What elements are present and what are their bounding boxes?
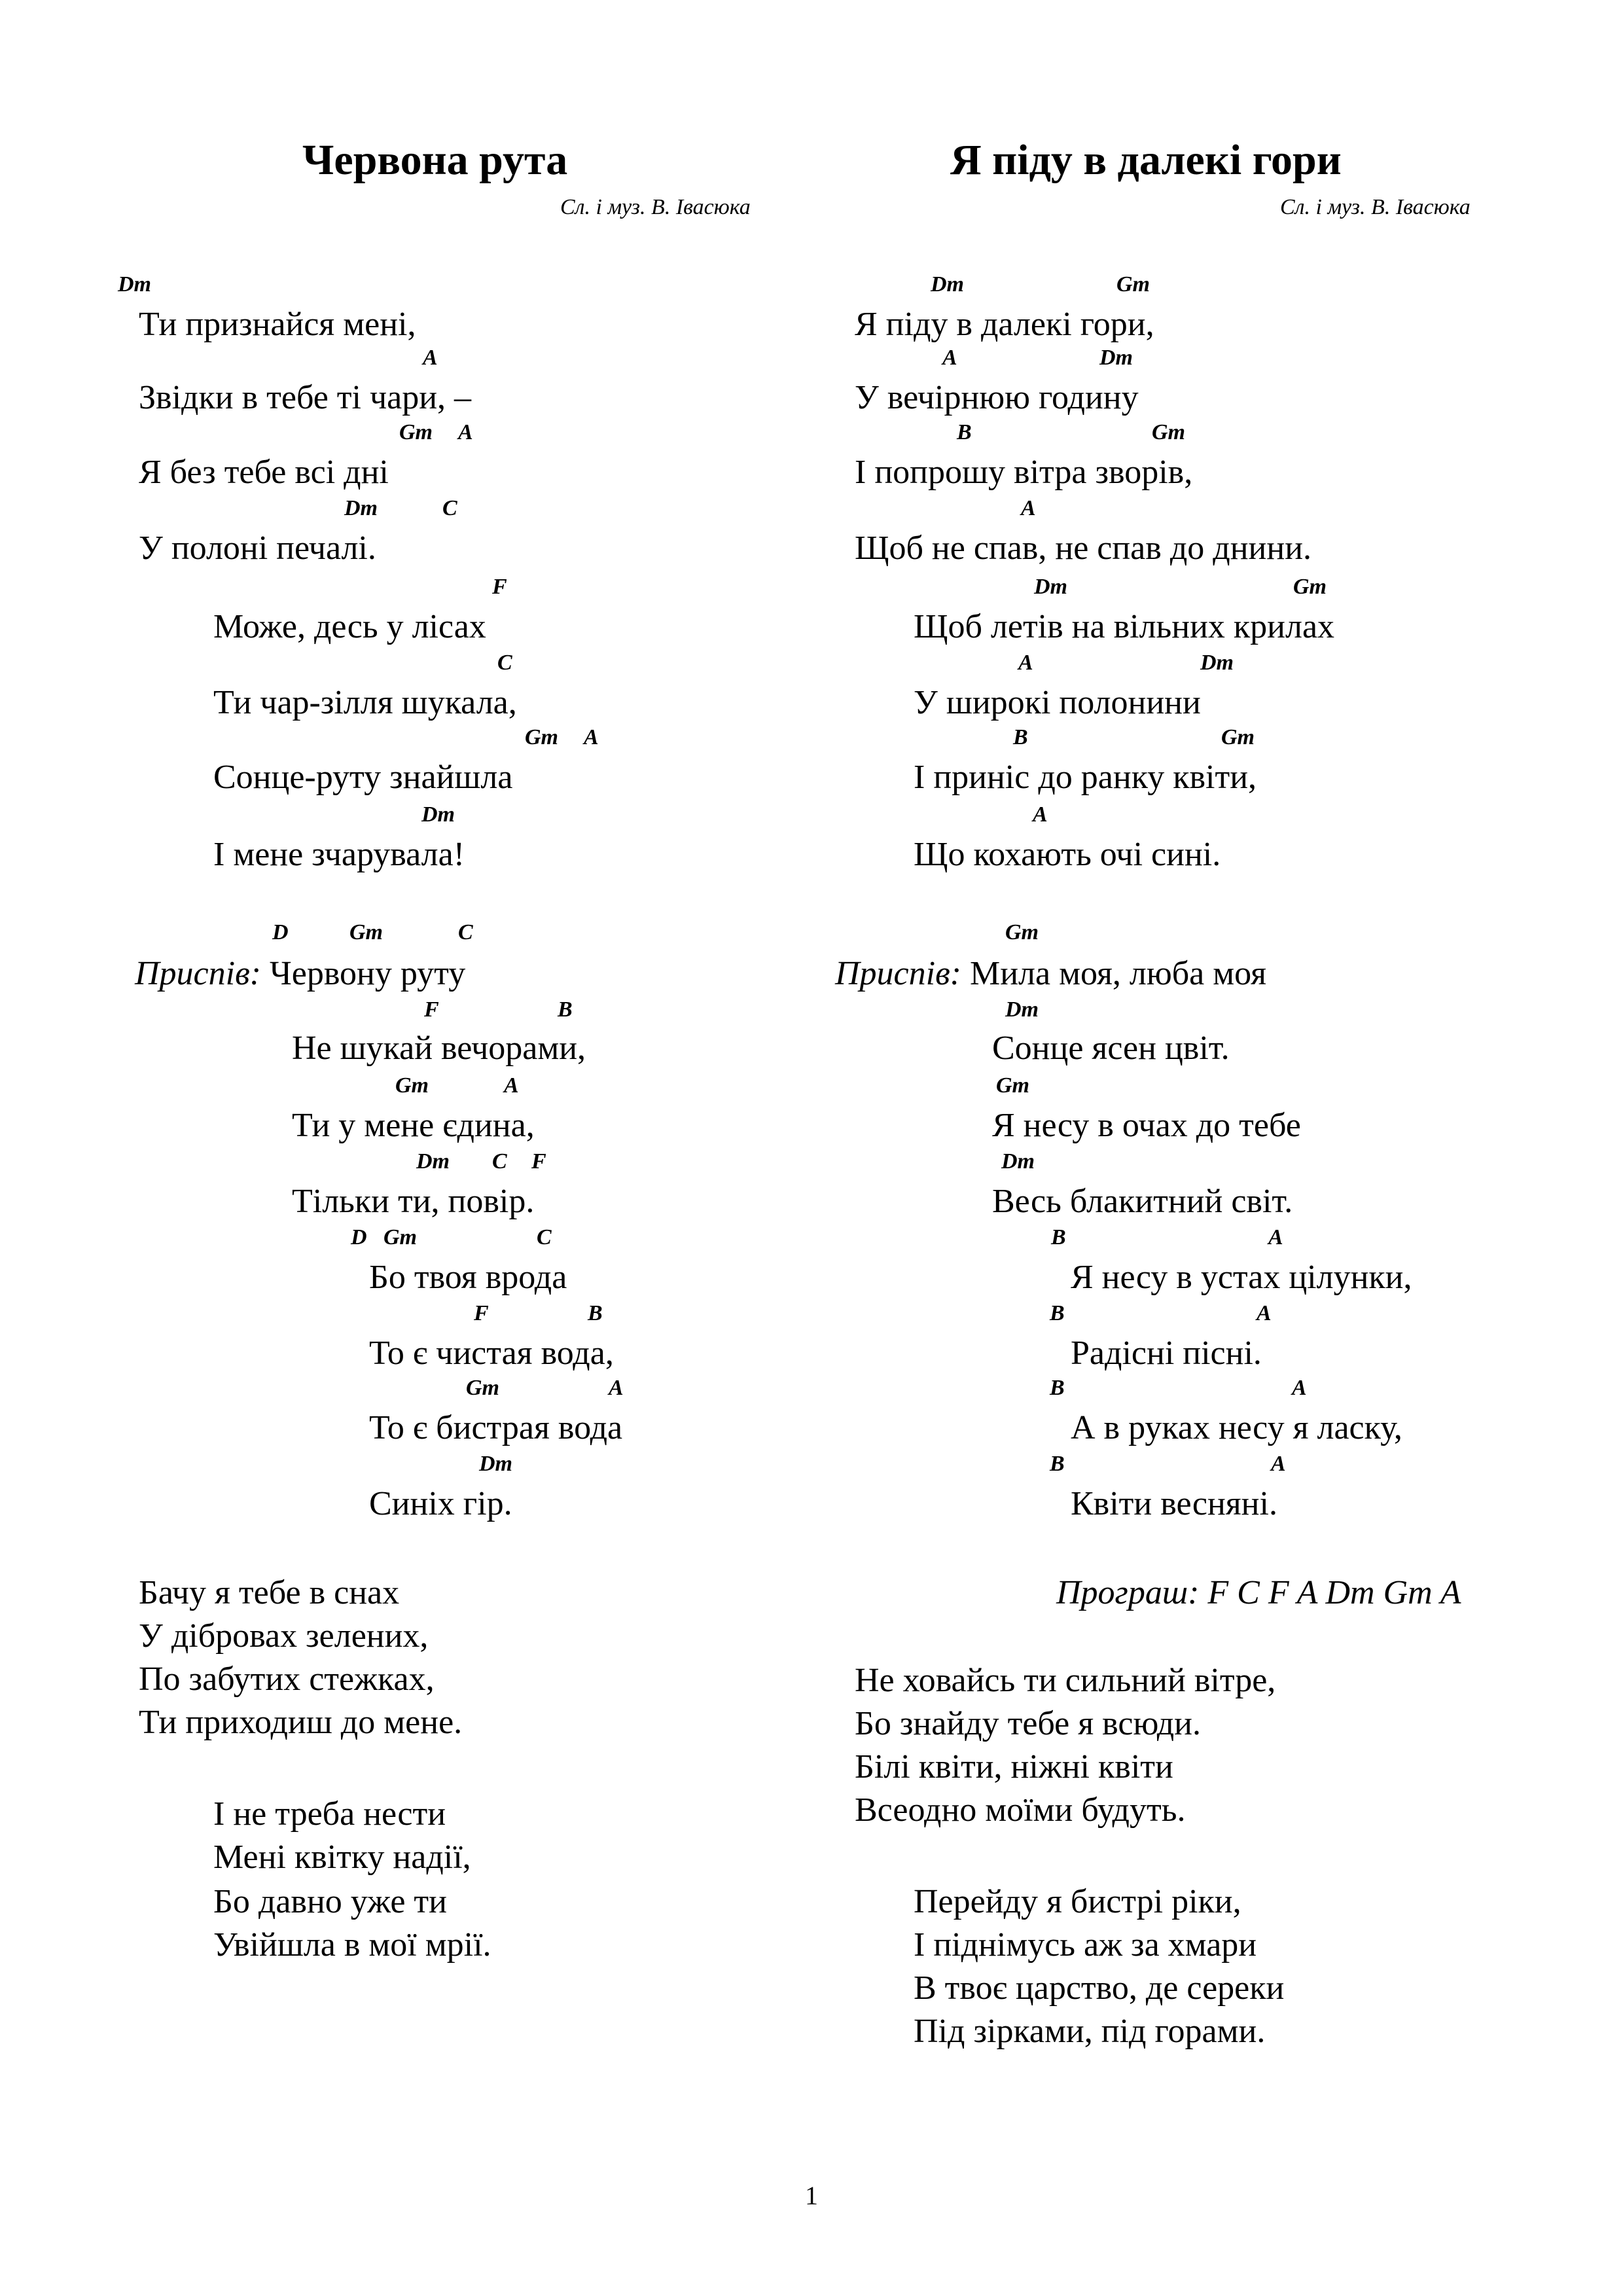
lyric-text: Бо знайду тебе я всюди. [855,1705,1201,1742]
lyric-text: Ти чар-зілля шукала, [213,684,517,721]
lyric-text: Не ховайсь ти сильний вітре, [855,1662,1276,1699]
lyric-text: І приніс до ранку квіти, [914,759,1257,796]
lyric-text: Ти у мене єдина, [292,1107,535,1144]
chord-b: B [1050,1452,1065,1476]
lyric-line [292,1185,534,1219]
chord-dm: Dm [416,1149,450,1174]
lyric-line [914,1971,1284,2005]
chord-dm: Dm [118,272,151,296]
chord-gm: Gm [399,420,433,444]
lyric-text: Під зірками, під горами. [914,2013,1266,2050]
chord-f: F [531,1149,546,1174]
lyric-text: Щоб не спав, не спав до днини. [855,529,1312,567]
chord-gm: Gm [1005,920,1039,944]
lyric-line [139,1662,435,1696]
lyric-line [1071,1336,1262,1371]
lyric-line [855,381,1139,415]
chord-gm: Gm [383,1225,417,1249]
chord-a: A [1033,802,1048,827]
lyric-line [213,1797,446,1831]
lyric-line [369,1487,512,1521]
lyric-line [855,1793,1185,1827]
lyric-text: У дібровах зелених, [139,1617,429,1655]
chord-dm: Dm [421,802,455,827]
chord-a: A [1018,651,1033,675]
chord-d: D [351,1225,367,1249]
chord-gm: Gm [395,1073,429,1098]
chord-f: F [424,997,439,1022]
chord-gm: Gm [1221,725,1255,749]
chord-a: A [609,1376,624,1400]
chord-d: D [272,920,289,944]
chord-dm: Dm [1200,651,1234,675]
chord-a: A [1268,1225,1283,1249]
lyric-line [369,1336,614,1371]
lyric-text: І мене зчарувала! [213,836,465,873]
chord-dm: Dm [1034,575,1067,599]
lyric-line [292,1031,586,1066]
chord-dm: Dm [1005,997,1039,1022]
lyric-text: Мила моя, люба моя [969,955,1267,992]
chord-c: C [497,651,512,675]
lyric-line [914,686,1201,720]
lyric-text: У вечірнюю годину [855,379,1139,416]
lyric-line [992,1185,1293,1219]
chord-b: B [558,997,573,1022]
lyric-line [213,610,486,644]
lyric-text: Не шукай вечорами, [292,1030,586,1067]
lyric-text: Сонце-руту знайшла [213,759,513,796]
chorus-first-line [135,957,465,991]
lyric-line [213,1928,491,1962]
lyric-line [1071,1411,1402,1445]
lyric-line [855,531,1311,565]
lyric-line [369,1411,622,1445]
lyric-line [1071,1261,1412,1295]
lyric-line [914,761,1257,795]
lyric-line [992,1031,1230,1066]
chord-a: A [1021,496,1036,520]
lyric-text: По забутих стежках, [139,1660,435,1698]
lyric-text: Квіти весняні. [1071,1485,1277,1522]
lyric-line [914,2015,1265,2049]
lyric-text: Що кохають очі сині. [914,836,1221,873]
lyric-text: То є бистрая вода [369,1409,623,1446]
lyric-text: У широкі полонини [914,684,1201,721]
lyric-line [213,761,512,795]
chord-a: A [504,1073,519,1098]
lyric-line [914,610,1334,644]
lyric-text: Тільки ти, повір. [292,1183,535,1220]
lyric-text: Я піду в далекі гори, [855,306,1154,343]
lyric-text: В твоє царство, де сереки [914,1969,1285,2007]
chord-a: A [1271,1452,1286,1476]
lyric-line [139,531,376,565]
chord-gm: Gm [466,1376,499,1400]
lyric-text: Бо твоя врода [369,1259,567,1296]
chord-gm: Gm [1116,272,1150,296]
lyric-line [213,1885,447,1919]
chorus-label: Приспів: [835,955,961,992]
lyric-line [1071,1487,1277,1521]
chord-a: A [942,346,957,370]
lyric-text: Весь блакитний світ. [992,1183,1293,1220]
chord-a: A [584,725,599,749]
lyric-text: Бачу я тебе в снах [139,1574,400,1611]
lyric-line [855,1750,1173,1784]
lyric-text: Увійшла в мої мрії. [213,1926,491,1964]
lyric-text: І попрошу вітра зворів, [855,454,1193,491]
lyric-line [914,1928,1257,1962]
chord-f: F [474,1301,489,1325]
chord-dm: Dm [344,496,378,520]
lyric-text: Всеодно моїми будуть. [855,1791,1186,1829]
chord-b: B [1050,1376,1065,1400]
chord-b: B [1013,725,1028,749]
chord-b: B [1050,1301,1065,1325]
chord-f: F [492,575,507,599]
lyric-text: Я несу в устах цілунки, [1071,1259,1412,1296]
lyric-text: Бо давно уже ти [213,1883,447,1920]
chorus-label: Приспів: [135,955,261,992]
lyric-text: Може, десь у лісах [213,608,486,645]
lyric-line [139,1619,428,1653]
lyric-text: Радісні пісні. [1071,1335,1262,1372]
lyric-line [369,1261,567,1295]
lyric-line [992,1109,1301,1143]
lyric-text: Я без тебе всі дні [139,454,389,491]
interlude-line: Програш: F C F A Dm Gm A [1056,1574,1461,1611]
lyric-text: Ти приходиш до мене. [139,1704,463,1741]
chord-a: A [458,420,473,444]
lyric-text: Перейду я бистрі ріки, [914,1883,1241,1920]
lyric-text: Мені квітку надії, [213,1839,471,1876]
lyric-line [139,456,389,490]
lyric-line [139,381,471,415]
lyric-line [914,838,1221,872]
lyric-line [213,686,517,720]
lyric-text: Ти признайся мені, [139,306,416,343]
chord-c: C [458,920,473,944]
lyric-text: У полоні печалі. [139,529,376,567]
song-title-chervona-ruta: Червона рута [302,136,568,184]
lyric-line [213,838,465,872]
lyric-line [914,1885,1241,1919]
chord-b: B [588,1301,603,1325]
chord-gm: Gm [349,920,383,944]
lyric-text: А в руках несу я ласку, [1071,1409,1402,1446]
lyric-line [855,1707,1201,1741]
lyric-text: Я несу в очах до тебе [992,1107,1301,1144]
chord-a: A [1292,1376,1307,1400]
chord-dm: Dm [1001,1149,1035,1174]
lyric-text: Сонце ясен цвіт. [992,1030,1230,1067]
lyric-line [292,1109,535,1143]
lyric-line [855,308,1154,342]
chord-a: A [1257,1301,1272,1325]
chord-b: B [1051,1225,1066,1249]
lyric-text: Білі квіти, ніжні квіти [855,1748,1173,1785]
lyric-text: І не треба нести [213,1795,446,1833]
chord-gm: Gm [1293,575,1327,599]
lyric-text: І піднімусь аж за хмари [914,1926,1257,1964]
lyric-text: Щоб летів на вільних крилах [914,608,1335,645]
chord-gm: Gm [1152,420,1185,444]
chord-dm: Dm [931,272,964,296]
song-title-ya-pidu: Я піду в далекі гори [950,136,1342,184]
lyric-text: Звідки в тебе ті чари, – [139,379,472,416]
lyric-text: То є чистая вода, [369,1335,614,1372]
chord-a: A [423,346,438,370]
chord-dm: Dm [1099,346,1133,370]
chord-c: C [492,1149,507,1174]
lyric-line [139,1706,462,1740]
chord-gm: Gm [996,1073,1029,1098]
lyric-line [855,1664,1275,1698]
chord-c: C [537,1225,552,1249]
page-number: 1 [805,2181,818,2210]
lyric-line [139,1576,399,1610]
chord-gm: Gm [525,725,558,749]
lyric-text: Червону руту [269,955,466,992]
chorus-first-line [835,957,1266,991]
song-credit-ya-pidu: Сл. і муз. В. Івасюка [1280,195,1471,219]
chord-dm: Dm [479,1452,512,1476]
lyric-line [213,1840,471,1874]
lyric-line [855,456,1192,490]
song-credit-chervona-ruta: Сл. і муз. В. Івасюка [560,195,751,219]
lyric-line [139,308,416,342]
lyric-text: Синіх гір. [369,1485,512,1522]
chord-b: B [957,420,972,444]
chord-c: C [442,496,457,520]
